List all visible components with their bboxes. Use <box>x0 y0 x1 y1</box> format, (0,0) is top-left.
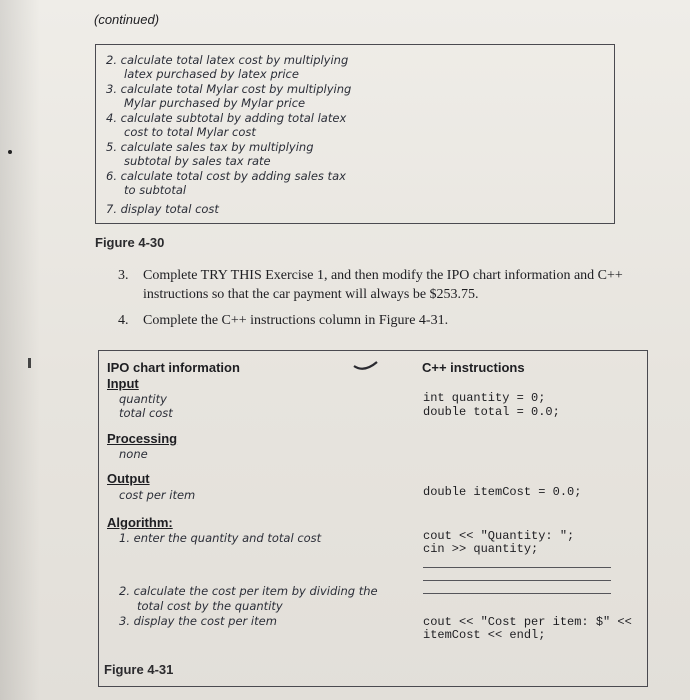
ink-speck <box>8 150 12 154</box>
ipo-header: IPO chart information <box>107 360 240 375</box>
algorithm-step: cost to total Mylar cost <box>124 125 256 139</box>
algorithm-step: 2. calculate total latex cost by multiplying <box>106 53 349 67</box>
algorithm-code: cin >> quantity; <box>423 542 539 556</box>
input-item: quantity <box>119 392 167 406</box>
pen-checkmark <box>352 360 380 374</box>
algorithm-step: 3. display the cost per item <box>119 614 277 628</box>
page-shadow <box>0 0 40 700</box>
output-item: cost per item <box>119 488 196 502</box>
algorithm-step: Mylar purchased by Mylar price <box>124 96 306 110</box>
figure-4-30-box <box>95 44 615 224</box>
algorithm-code: itemCost << endl; <box>423 628 546 642</box>
output-code: double itemCost = 0.0; <box>423 485 582 499</box>
algorithm-step: latex purchased by latex price <box>124 67 299 81</box>
algorithm-step: 1. enter the quantity and total cost <box>119 531 322 545</box>
exercise-text: Complete TRY THIS Exercise 1, and then modify the IPO chart information and C++ <box>143 268 623 283</box>
algorithm-step: to subtotal <box>124 183 187 197</box>
algorithm-code: cout << "Quantity: "; <box>423 529 575 543</box>
exercise-number: 3. <box>118 268 129 283</box>
processing-item: none <box>119 447 148 461</box>
continued-label: (continued) <box>94 12 160 27</box>
exercise-text: instructions so that the car payment will always be $253.75. <box>143 287 479 302</box>
algorithm-step: 3. calculate total Mylar cost by multiplying <box>106 82 352 96</box>
cpp-header: C++ instructions <box>422 360 525 375</box>
algorithm-step: 4. calculate subtotal by adding total latex <box>106 111 347 125</box>
ink-speck <box>28 358 31 368</box>
algorithm-label: Algorithm: <box>107 515 173 530</box>
exercise-text: Complete the C++ instructions column in Figure 4-31. <box>143 313 449 328</box>
algorithm-step: 6. calculate total cost by adding sales tax <box>106 169 346 183</box>
figure-4-31-caption: Figure 4-31 <box>104 662 174 677</box>
algorithm-code: cout << "Cost per item: $" << <box>423 615 632 629</box>
answer-line <box>423 580 611 581</box>
input-item: total cost <box>119 406 173 420</box>
answer-line <box>423 593 611 594</box>
input-code: int quantity = 0; <box>423 391 546 405</box>
processing-label: Processing <box>107 431 178 446</box>
algorithm-step: 5. calculate sales tax by multiplying <box>106 140 314 154</box>
exercise-number: 4. <box>118 313 129 328</box>
figure-4-30-caption: Figure 4-30 <box>95 235 165 250</box>
algorithm-step: 2. calculate the cost per item by dividing the <box>119 584 378 598</box>
algorithm-step: 7. display total cost <box>106 202 219 216</box>
input-label: Input <box>107 376 139 391</box>
figure-4-31-box <box>98 350 648 687</box>
input-code: double total = 0.0; <box>423 405 560 419</box>
output-label: Output <box>107 471 150 486</box>
algorithm-step: subtotal by sales tax rate <box>124 154 271 168</box>
algorithm-step: total cost by the quantity <box>137 599 283 613</box>
answer-line <box>423 567 611 568</box>
